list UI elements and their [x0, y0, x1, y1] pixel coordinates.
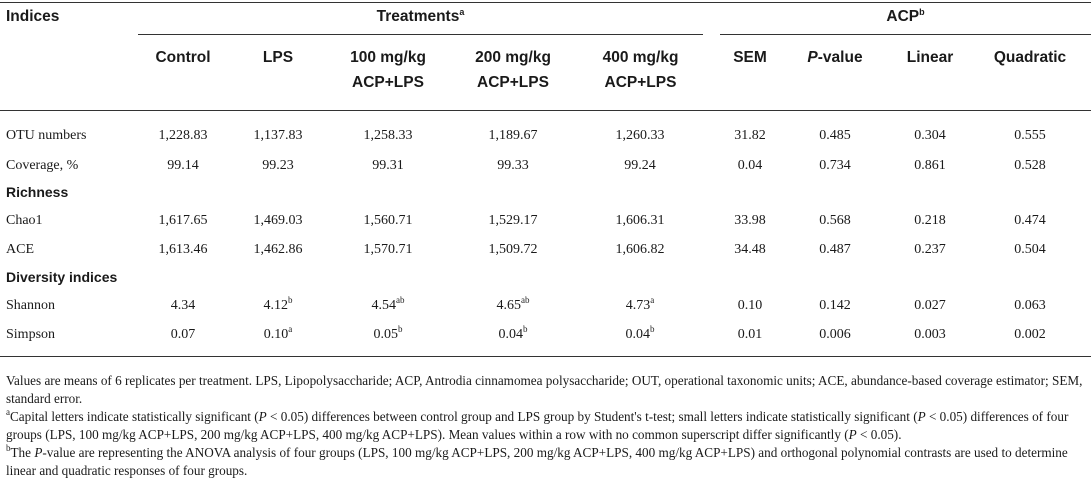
cell-value: 0.474 — [1014, 213, 1046, 228]
cell-value: 1,529.17 — [488, 213, 538, 228]
top-rule — [0, 2, 1091, 3]
cell-superscript: a — [650, 295, 655, 305]
cell-value: 34.48 — [734, 242, 766, 257]
cell-value: 0.555 — [1014, 128, 1046, 143]
table-cell — [453, 297, 573, 314]
col-header-pvalue: P-value — [807, 49, 863, 66]
footnote-a: $^a$Capital letters indicate statistically significant (P < 0.05) differences between control group and LPS group by Student's t-test; small letters indicate statistically significant (P < 0.05) differences of four groups (LPS, 100 mg/kg ACP+LPS, 200 mg/kg ACP+LPS, 400 mg/kg ACP+LPS). Mean values within a row with no common superscript differ significantly (P < 0.05). — [6, 407, 1069, 442]
cell-value: 0.504 — [1014, 242, 1046, 257]
cell-value: 0.487 — [819, 242, 851, 257]
col-header-sem: SEM — [733, 49, 767, 66]
row-label: Coverage, % — [6, 158, 79, 173]
cell-value: 0.027 — [914, 298, 946, 313]
header-bottom-rule — [0, 110, 1091, 111]
cell-value: 31.82 — [734, 128, 766, 143]
table-cell — [970, 127, 1090, 144]
cell-value: 0.568 — [819, 213, 851, 228]
cell-value: 0.142 — [819, 298, 851, 313]
cell-value: 1,509.72 — [488, 242, 538, 257]
cell-value: 0.237 — [914, 242, 946, 257]
table-cell — [580, 127, 700, 144]
table-cell — [453, 241, 573, 258]
cell-value: 1,462.86 — [253, 242, 303, 257]
table-cell — [970, 326, 1090, 343]
table-cell — [580, 212, 700, 229]
cell-value: 0.485 — [819, 128, 851, 143]
table-cell — [328, 127, 448, 144]
cell-value: 0.04 — [625, 327, 650, 342]
table-cell — [970, 241, 1090, 258]
cell-value: 1,606.31 — [615, 213, 665, 228]
cell-value: 99.24 — [624, 158, 656, 173]
cell-superscript: a — [288, 324, 293, 334]
indices-header: Indices — [6, 8, 60, 25]
table-cell — [453, 212, 573, 229]
table-cell — [580, 326, 700, 343]
table-cell — [580, 157, 700, 174]
cell-value: 1,570.71 — [363, 242, 413, 257]
cell-value: 0.07 — [170, 327, 196, 342]
section-diversity: Diversity indices — [6, 269, 118, 285]
cell-value: 0.05 — [373, 327, 398, 342]
row-label: Shannon — [6, 298, 55, 313]
cell-value: 1,189.67 — [488, 128, 538, 143]
table-cell — [453, 127, 573, 144]
cell-superscript: b — [650, 324, 655, 334]
cell-value: 1,228.83 — [158, 128, 208, 143]
cell-value: 33.98 — [734, 213, 766, 228]
cell-value: 0.006 — [819, 327, 851, 342]
cell-value: 0.10 — [737, 298, 763, 313]
table-cell — [328, 297, 448, 314]
section-richness: Richness — [6, 184, 69, 200]
row-label: Chao1 — [6, 213, 43, 228]
col-header-200: 200 mg/kg ACP+LPS — [475, 49, 551, 91]
cell-value: 1,137.83 — [253, 128, 303, 143]
col-header-lps: LPS — [262, 49, 294, 66]
cell-value: 0.04 — [737, 158, 763, 173]
cell-value: 4.65 — [496, 298, 521, 313]
table-cell — [328, 212, 448, 229]
table-cell — [218, 241, 338, 258]
col-header-400: 400 mg/kg ACP+LPS — [602, 49, 679, 91]
footnote-b: $^b$The P-value are representing the ANOVA analysis of four groups (LPS, 100 mg/kg ACP+LPS, 200 mg/kg ACP+LPS, 400 mg/kg ACP+LPS) and orthogonal polynomial contrasts are used to determine linear and quadratic responses of four groups. — [6, 443, 1068, 478]
cell-value: 0.002 — [1014, 327, 1046, 342]
cell-value: 4.12 — [263, 298, 288, 313]
table-cell — [580, 297, 700, 314]
treatments-header: Treatments$^a$ — [376, 7, 465, 25]
table-cell — [970, 297, 1090, 314]
cell-superscript: b — [523, 324, 528, 334]
cell-value: 1,606.82 — [615, 242, 665, 257]
cell-value: 1,260.33 — [615, 128, 665, 143]
cell-value: 0.10 — [263, 327, 289, 342]
cell-value: 0.528 — [1014, 158, 1046, 173]
treatments-rule — [138, 34, 703, 35]
acp-header: ACP$^b$ — [886, 7, 925, 25]
cell-value: 4.73 — [625, 298, 651, 313]
cell-value: 0.218 — [914, 213, 946, 228]
col-header-100: 100 mg/kg ACP+LPS — [350, 49, 426, 91]
cell-superscript: b — [288, 295, 293, 305]
cell-value: 1,469.03 — [253, 213, 303, 228]
cell-value: 1,613.46 — [158, 242, 208, 257]
cell-superscript: ab — [521, 295, 530, 305]
cell-value: 0.003 — [914, 327, 946, 342]
cell-value: 99.14 — [167, 158, 199, 173]
row-label: ACE — [6, 242, 34, 257]
cell-value: 1,258.33 — [363, 128, 413, 143]
table-cell — [218, 297, 338, 314]
cell-value: 1,617.65 — [158, 213, 208, 228]
cell-value: 99.23 — [262, 158, 294, 173]
cell-value: 99.31 — [372, 158, 404, 173]
col-header-linear: Linear — [906, 49, 954, 66]
cell-value: 99.33 — [497, 158, 529, 173]
cell-value: 0.01 — [737, 327, 763, 342]
cell-value: 0.304 — [914, 128, 946, 143]
footnote-main: Values are means of 6 replicates per treatment. LPS, Lipopolysaccharide; ACP, Antrodia cinnamomea polysaccharide; OUT, operational taxonomic units; ACE, abundance-based coverage estimator; SEM, standard error. — [6, 373, 1083, 406]
col-header-quadratic: Quadratic — [993, 49, 1067, 66]
col-header-control: Control — [155, 49, 211, 66]
acp-rule — [720, 34, 1091, 35]
cell-value: 4.34 — [170, 298, 196, 313]
table-cell — [970, 157, 1090, 174]
cell-value: 0.04 — [498, 327, 523, 342]
table-cell — [328, 157, 448, 174]
cell-value: 4.54 — [371, 298, 396, 313]
row-label: Simpson — [6, 327, 56, 342]
cell-superscript: b — [398, 324, 403, 334]
cell-value: 1,560.71 — [363, 213, 413, 228]
table-cell — [218, 212, 338, 229]
cell-superscript: ab — [396, 295, 405, 305]
cell-value: 0.734 — [819, 158, 851, 173]
table-cell — [580, 241, 700, 258]
cell-value: 0.063 — [1014, 298, 1046, 313]
table-bottom-rule — [0, 356, 1091, 357]
table-footnotes — [6, 372, 1086, 480]
table-cell — [453, 326, 573, 343]
table-cell — [453, 157, 573, 174]
table-cell — [328, 326, 448, 343]
table-cell — [218, 157, 338, 174]
table-cell — [218, 127, 338, 144]
table-cell — [328, 241, 448, 258]
table-cell — [970, 212, 1090, 229]
cell-value: 0.861 — [914, 158, 946, 173]
table-cell — [218, 326, 338, 343]
row-label: OTU numbers — [6, 128, 87, 143]
